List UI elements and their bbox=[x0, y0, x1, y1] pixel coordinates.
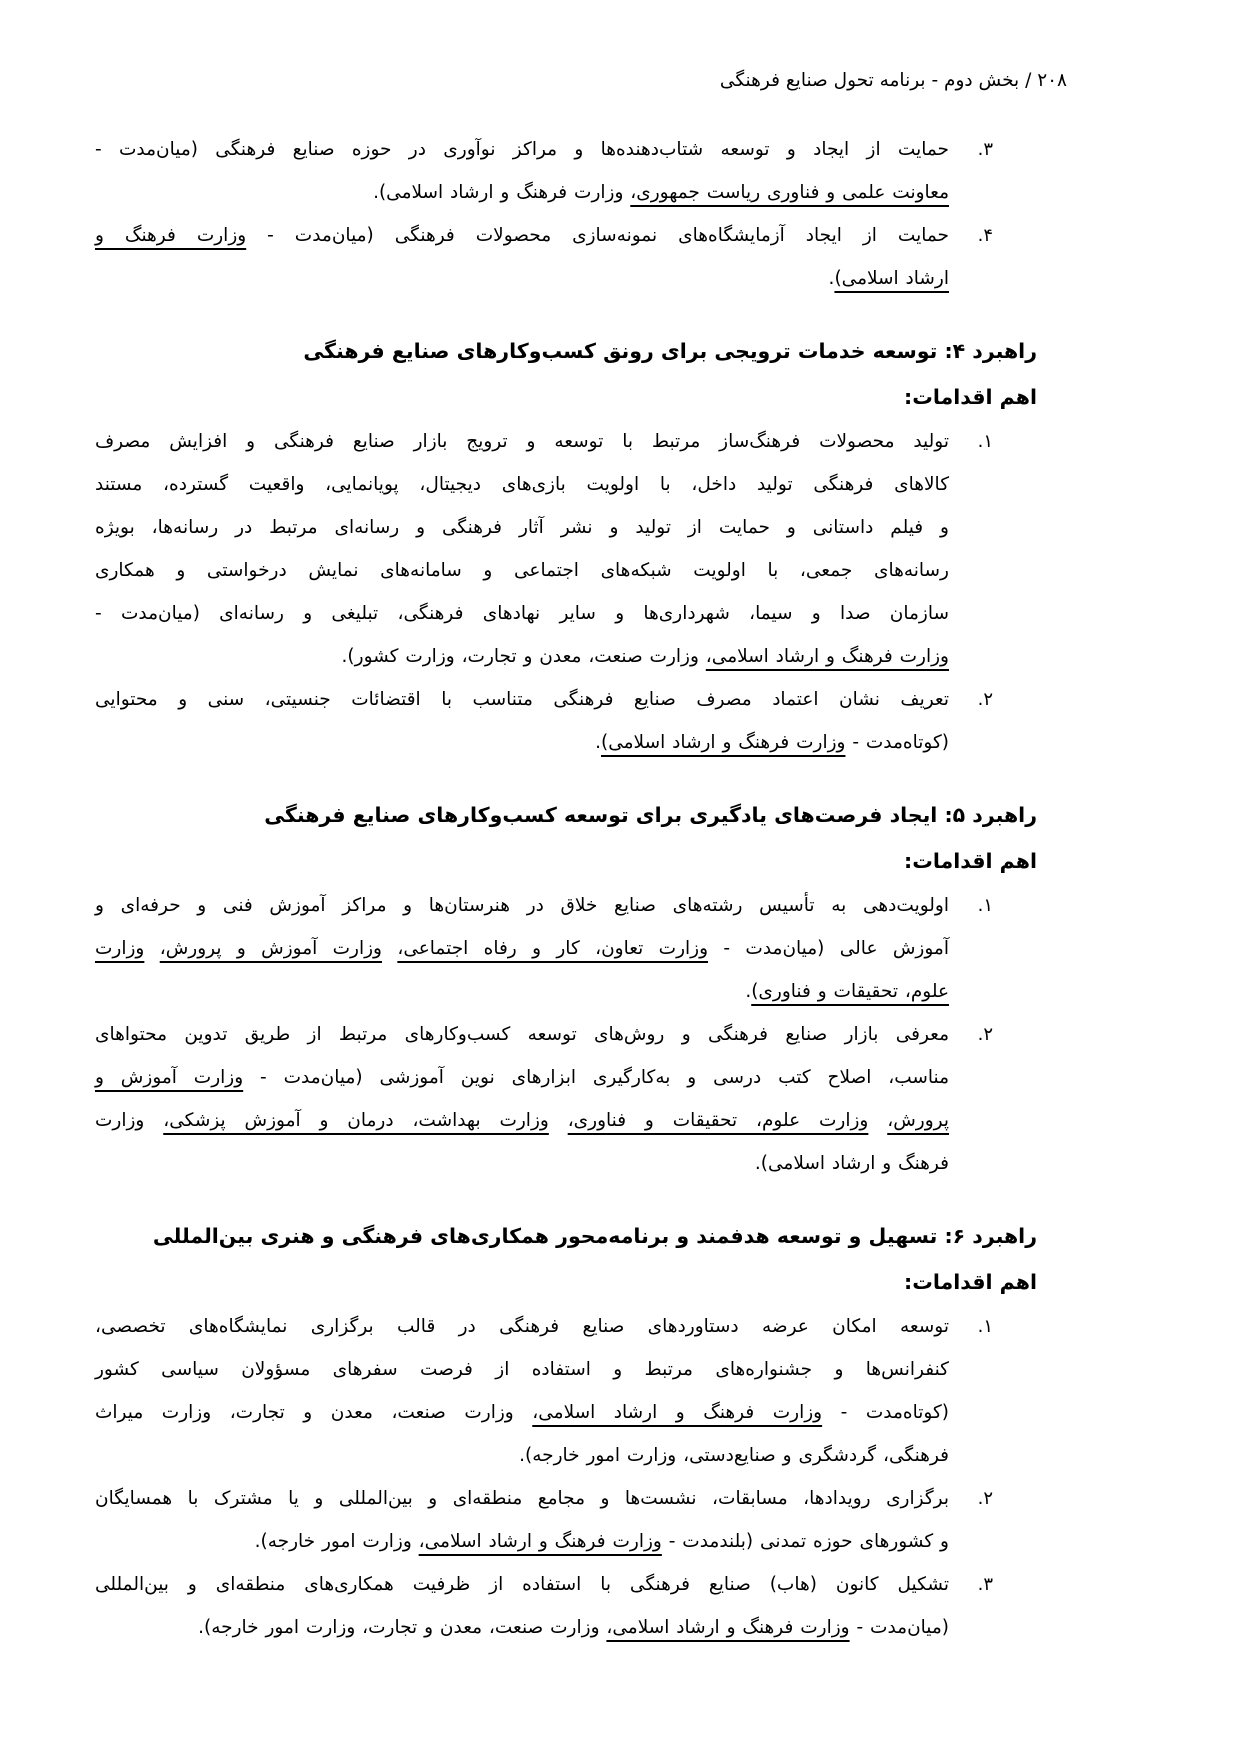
numbered-list bbox=[95, 420, 1037, 764]
text-line bbox=[95, 1142, 949, 1185]
underlined-ministry: وزارت آموزش و bbox=[95, 1067, 244, 1088]
text-segment: معرفی بازار صنایع فرهنگی و روش‌های توسعه کسب‌وکارهای مرتبط از طریق تدوین محتواهای bbox=[95, 1024, 949, 1045]
underlined-ministry: علوم، تحقیقات و فناوری) bbox=[751, 981, 949, 1002]
list-item bbox=[95, 884, 1037, 1013]
text-segment: مناسب، اصلاح کتب درسی و به‌کارگیری ابزارهای نوین آموزشی (میان‌مدت - bbox=[243, 1067, 949, 1088]
underlined-ministry: وزارت فرهنگ و ارشاد اسلامی) bbox=[601, 732, 846, 753]
text-line bbox=[95, 506, 949, 549]
text-segment: وزارت صنعت، معدن و تجارت، وزارت کشور). bbox=[341, 646, 706, 667]
text-line bbox=[95, 549, 949, 592]
text-line bbox=[95, 970, 949, 1013]
item-number: ۳. bbox=[977, 139, 993, 160]
text-line bbox=[95, 257, 949, 300]
item-number: ۴. bbox=[977, 225, 993, 246]
list-item bbox=[95, 214, 1037, 300]
underlined-ministry: ارشاد اسلامی) bbox=[834, 268, 949, 289]
list-item bbox=[95, 1305, 1037, 1477]
numbered-list bbox=[95, 884, 1037, 1185]
underlined-ministry: وزارت آموزش و پرورش، bbox=[159, 938, 382, 959]
text-line bbox=[95, 1391, 949, 1434]
document-content bbox=[95, 128, 1037, 1649]
numbered-list bbox=[95, 128, 1037, 300]
text-segment: . bbox=[828, 268, 835, 289]
text-segment: تعریف نشان اعتماد مصرف صنایع فرهنگی متناسب با اقتضائات جنسیتی، سنی و محتوایی bbox=[95, 689, 949, 710]
text-segment bbox=[382, 938, 397, 959]
text-segment: (میان‌مدت - bbox=[849, 1617, 949, 1638]
text-segment: حمایت از ایجاد و توسعه شتاب‌دهنده‌ها و مراکز نوآوری در حوزه صنایع فرهنگی (میان‌مدت - bbox=[95, 139, 949, 160]
text-line bbox=[95, 1477, 949, 1520]
text-segment bbox=[549, 1110, 568, 1131]
list-item bbox=[95, 420, 1037, 678]
underlined-ministry: وزارت علوم، تحقیقات و فناوری، bbox=[567, 1110, 869, 1131]
actions-label: اهم اقدامات: bbox=[904, 385, 1037, 409]
text-line bbox=[95, 1563, 949, 1606]
list-item bbox=[95, 1563, 1037, 1649]
item-number: ۲. bbox=[977, 1488, 993, 1509]
text-segment: اولویت‌دهی به تأسیس رشته‌های صنایع خلاق در هنرستان‌ها و مراکز آموزش فنی و حرفه‌ای و bbox=[95, 895, 949, 916]
text-segment: کالاهای فرهنگی تولید داخل، با اولویت بازی‌های دیجیتال، پویانمایی، واقعیت گسترده، مستند bbox=[95, 474, 949, 495]
text-segment bbox=[868, 1110, 887, 1131]
text-line bbox=[95, 1099, 949, 1142]
text-segment: حمایت از ایجاد آزمایشگاه‌های نمونه‌سازی محصولات فرهنگی (میان‌مدت - bbox=[246, 225, 949, 246]
item-number: ۱. bbox=[977, 1316, 993, 1337]
numbered-list bbox=[95, 1305, 1037, 1649]
underlined-ministry: وزارت تعاون، کار و رفاه اجتماعی، bbox=[397, 938, 709, 959]
text-segment: وزارت فرهنگ و ارشاد اسلامی). bbox=[373, 182, 631, 203]
text-segment: آموزش عالی (میان‌مدت - bbox=[708, 938, 949, 959]
underlined-ministry: معاونت علمی و فناوری ریاست جمهوری، bbox=[630, 182, 949, 203]
text-segment: کنفرانس‌ها و جشنواره‌های مرتبط و استفاده از فرصت سفرهای مسؤولان سیاسی کشور bbox=[95, 1359, 949, 1380]
list-item bbox=[95, 1013, 1037, 1185]
list-item bbox=[95, 678, 1037, 764]
text-segment: وزارت صنعت، معدن و تجارت، وزارت امور خارجه). bbox=[198, 1617, 607, 1638]
text-line bbox=[95, 1013, 949, 1056]
text-line bbox=[95, 420, 949, 463]
text-segment: برگزاری رویدادها، مسابقات، نشست‌ها و مجامع منطقه‌ای و بین‌المللی و یا مشترک با همسایگان bbox=[95, 1488, 949, 1509]
text-line bbox=[95, 1606, 949, 1649]
underlined-ministry: وزارت فرهنگ و ارشاد اسلامی، bbox=[532, 1402, 823, 1423]
list-item bbox=[95, 1477, 1037, 1563]
text-segment: وزارت bbox=[95, 1110, 164, 1131]
text-line bbox=[95, 463, 949, 506]
strategy-5-heading: راهبرد ۵: ایجاد فرصت‌های یادگیری برای توسعه کسب‌وکارهای صنایع فرهنگی bbox=[264, 803, 1037, 827]
text-line bbox=[95, 1348, 949, 1391]
text-line bbox=[95, 592, 949, 635]
text-line bbox=[95, 1305, 949, 1348]
text-line bbox=[95, 1434, 949, 1477]
underlined-ministry: وزارت فرهنگ و ارشاد اسلامی، bbox=[705, 646, 949, 667]
strategy-4-heading: راهبرد ۴: توسعه خدمات ترویجی برای رونق کسب‌وکارهای صنایع فرهنگی bbox=[303, 339, 1037, 363]
underlined-ministry: وزارت فرهنگ و ارشاد اسلامی، bbox=[418, 1531, 662, 1552]
text-segment: . bbox=[745, 981, 752, 1002]
text-line bbox=[95, 171, 949, 214]
text-line bbox=[95, 128, 949, 171]
text-line bbox=[95, 635, 949, 678]
text-segment: و کشورهای حوزه تمدنی (بلندمدت - bbox=[661, 1531, 949, 1552]
text-line bbox=[95, 678, 949, 721]
item-number: ۲. bbox=[977, 1024, 993, 1045]
text-segment: (کوتاه‌مدت - bbox=[822, 1402, 949, 1423]
list-item bbox=[95, 128, 1037, 214]
underlined-ministry: وزارت فرهنگ و ارشاد اسلامی، bbox=[606, 1617, 850, 1638]
text-segment: تشکیل کانون (هاب) صنایع فرهنگی با استفاده از ظرفیت همکاری‌های منطقه‌ای و بین‌المللی bbox=[95, 1574, 949, 1595]
text-segment: و فیلم داستانی و حمایت از تولید و نشر آثار فرهنگی و رسانه‌ای مرتبط در رسانه‌ها، بویژه bbox=[95, 517, 949, 538]
text-segment: سازمان صدا و سیما، شهرداری‌ها و سایر نهادهای فرهنگی، تبلیغی و رسانه‌ای (میان‌مدت - bbox=[95, 603, 949, 624]
text-line bbox=[95, 721, 949, 764]
underlined-ministry: وزارت بهداشت، درمان و آموزش پزشکی، bbox=[163, 1110, 549, 1131]
text-segment: وزارت امور خارجه). bbox=[254, 1531, 419, 1552]
text-line bbox=[95, 1520, 949, 1563]
text-line bbox=[95, 1056, 949, 1099]
text-segment: فرهنگ و ارشاد اسلامی). bbox=[754, 1153, 949, 1174]
text-segment: رسانه‌های جمعی، با اولویت شبکه‌های اجتماعی و سامانه‌های نمایش درخواستی و همکاری bbox=[95, 560, 949, 581]
underlined-ministry: وزارت bbox=[95, 938, 145, 959]
strategy-6-heading: راهبرد ۶: تسهیل و توسعه هدفمند و برنامه‌محور همکاری‌های فرهنگی و هنری بین‌المللی bbox=[152, 1224, 1037, 1248]
text-segment: وزارت صنعت، معدن و تجارت، وزارت میراث bbox=[95, 1402, 533, 1423]
text-segment: . bbox=[595, 732, 602, 753]
actions-label: اهم اقدامات: bbox=[904, 1270, 1037, 1294]
page-header: ۲۰۸ / بخش دوم - برنامه تحول صنایع فرهنگی bbox=[719, 70, 1067, 91]
underlined-ministry: وزارت فرهنگ و bbox=[95, 225, 247, 246]
text-segment bbox=[144, 938, 159, 959]
item-number: ۱. bbox=[977, 895, 993, 916]
item-number: ۲. bbox=[977, 689, 993, 710]
text-segment: تولید محصولات فرهنگ‌ساز مرتبط با توسعه و ترویج بازار صنایع فرهنگی و افزایش مصرف bbox=[95, 431, 949, 452]
text-segment: توسعه امکان عرضه دستاوردهای صنایع فرهنگی در قالب برگزاری نمایشگاه‌های تخصصی، bbox=[95, 1316, 949, 1337]
text-line bbox=[95, 927, 949, 970]
actions-label: اهم اقدامات: bbox=[904, 849, 1037, 873]
text-line bbox=[95, 884, 949, 927]
text-segment: (کوتاه‌مدت - bbox=[845, 732, 949, 753]
underlined-ministry: پرورش، bbox=[887, 1110, 949, 1131]
text-segment: فرهنگی، گردشگری و صنایع‌دستی، وزارت امور خارجه). bbox=[519, 1445, 949, 1466]
item-number: ۳. bbox=[977, 1574, 993, 1595]
text-line bbox=[95, 214, 949, 257]
item-number: ۱. bbox=[977, 431, 993, 452]
